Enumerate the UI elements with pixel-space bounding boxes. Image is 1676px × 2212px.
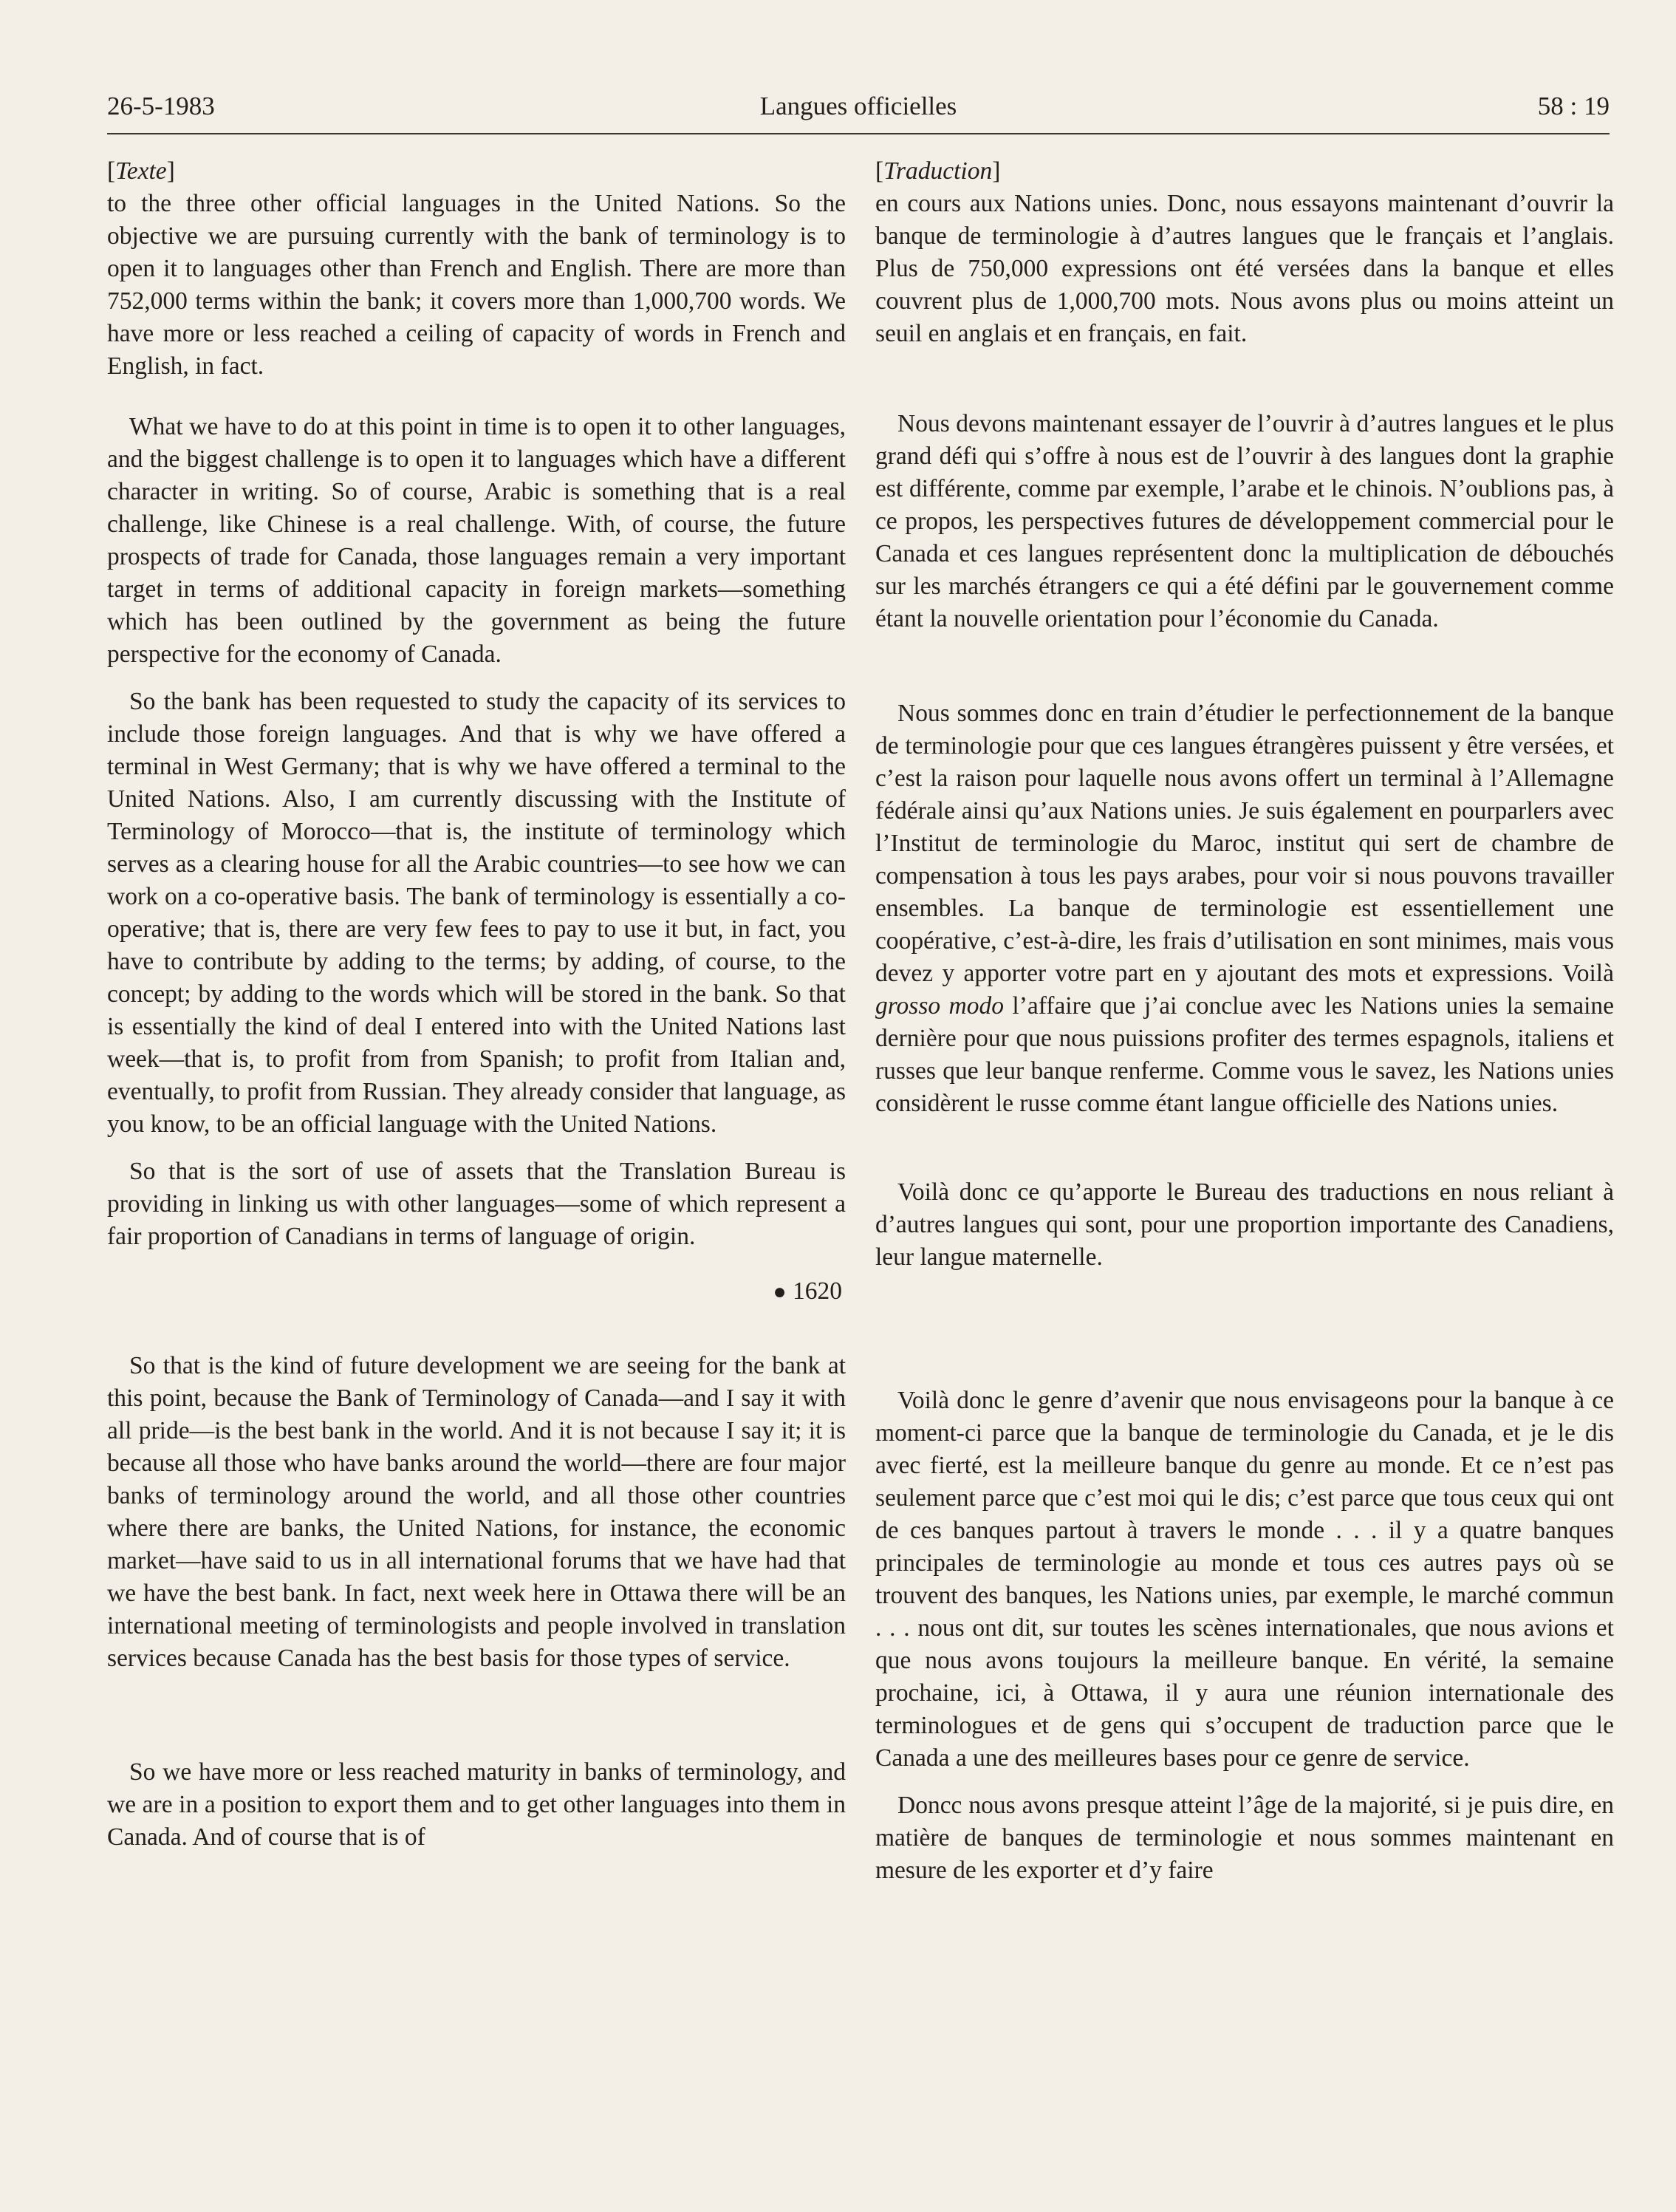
paragraph: So that is the sort of use of assets that the Translation Bureau is providing in linking us with other languages—some of which represent a fair proportion of Canadians in terms of language of origin. — [107, 1158, 846, 1250]
paragraph: en cours aux Nations unies. Donc, nous essayons maintenant d’ouvrir la banque de terminologie à d’autres langues que le français et l’anglais. Plus de 750,000 expressions ont été versées dans la banque et elles couvrent plus de 1,000,700 mots. Nous avons plus ou moins atteint un seuil en anglais et en français, en fait. — [875, 190, 1614, 347]
paragraph: Voilà donc le genre d’avenir que nous envisageons pour la banque à ce moment-ci parce que la banque de terminologie du Canada, et je le dis avec fierté, est la meilleure banque du genre au monde. Et ce n’est pas seulement parce que c’est moi qui le dis; c’est parce que tous ceux qui ont de ces banques partout à travers le monde . . . il y a quatre banques principales de terminologie au monde et tous ces autres pays où se trouvent des banques, les Nations unies, par exemple, le marché commun . . . nous ont dit, sur toutes les scènes internationales, que nous avions et que nous avons toujours la meilleure banque. En vérité, la semaine prochaine, ici, à Ottawa, il y aura une réunion internationale des terminologues et de gens qui s’occupent de traduction parce que le Canada a une des meilleures bases pour ce genre de service. — [875, 1387, 1614, 1772]
paragraph: Voilà donc ce qu’apporte le Bureau des traductions en nous reliant à d’autres langues qui sont, pour une proportion importante des Canadiens, leur langue maternelle. — [875, 1178, 1614, 1271]
section-label-texte: [Texte] — [107, 157, 175, 185]
paragraph: So that is the kind of future development we are seeing for the bank at this point, because the Bank of Terminology of Canada—and I say it with all pride—is the best bank in the world. And it is not because I say it; it is because all those who have banks around the world—there are four major banks of terminology around the world, and all those other countries where there are banks, the United Nations, for instance, the economic market—have said to us in all international forums that we have had that we have the best bank. In fact, next week here in Ottawa there will be an international meeting of terminologists and people involved in translation services because Canada has the best basis for those types of service. — [107, 1352, 846, 1672]
paragraph: So the bank has been requested to study the capacity of its services to include those foreign languages. And that is why we have offered a terminal in West Germany; that is why we have offered a terminal to the United Nations. Also, I am currently discussing with the Institute of Terminology of Morocco—that is, the institute of terminology which serves as a clearing house for all the Arabic countries—to see how we can work on a co-operative basis. The bank of terminology is essentially a co-operative; that is, there are very few fees to pay to use it but, in fact, you have to contribute by adding to the terms; by adding, of course, to the concept; by adding to the words which will be stored in the bank. So that is essentially the kind of deal I entered into with the United Nations last week—that is, to profit from from Spanish; to profit from Italian and, eventually, to profit from Russian. They already consider that language, as you know, to be an official language with the United Nations. — [107, 688, 846, 1138]
paragraph: to the three other official languages in the United Nations. So the objective we are pursuing currently with the bank of terminology is to open it to languages other than French and English. There are more than 752,000 terms within the bank; it covers more than 1,000,700 words. We have more or less reached a ceiling of capacity of words in French and English, in fact. — [107, 190, 846, 380]
header-title: Langues officielles — [759, 92, 957, 120]
english-column — [107, 155, 846, 1854]
paragraph: Doncc nous avons presque atteint l’âge de la majorité, si je puis dire, en matière de banques de terminologie et nous sommes maintenant en mesure de les exporter et d’y faire — [875, 1792, 1614, 1884]
section-label-traduction: [Traduction] — [875, 157, 1001, 185]
paragraph: What we have to do at this point in time is to open it to other languages, and the biggest challenge is to open it to languages which have a different character in writing. So of course, Arabic is something that is a real challenge, like Chinese is a real challenge. With, of course, the future prospects of trade for Canada, those languages remain a very important target in terms of additional capacity in foreign markets—something which has been outlined by the government as being the future perspective for the economy of Canada. — [107, 413, 846, 668]
french-column — [875, 155, 1614, 1887]
paragraph: Nous devons maintenant essayer de l’ouvrir à d’autres langues et le plus grand défi qui s’offre à nous est de l’ouvrir à des langues dont la graphie est différente, comme par exemple, l’arabe et le chinois. N’oublions pas, à ce propos, les perspectives futures de développement commercial pour le Canada et ces langues représentent donc la multiplication de débouchés sur les marchés étrangers ce qui a été défini par le gouvernement comme étant la nouvelle orientation pour l’économie du Canada. — [875, 410, 1614, 632]
page-header — [107, 87, 1610, 134]
paragraph: So we have more or less reached maturity in banks of terminology, and we are in a position to export them and to get other languages into them in Canada. And of course that is of — [107, 1758, 846, 1851]
time-mark: ● 1620 — [773, 1277, 842, 1305]
header-page-number: 58 : 19 — [1537, 92, 1610, 120]
header-date: 26-5-1983 — [107, 92, 215, 120]
paragraph: Nous sommes donc en train d’étudier le perfectionnement de la banque de terminologie pour que ces langues étrangères puissent y être versées, et c’est la raison pour laquelle nous avons offert un terminal à l’Allemagne fédérale ainsi qu’aux Nations unies. Je suis également en pourparlers avec l’Institut de terminologie du Maroc, institut qui sert de chambre de compensation à tous les pays arabes, pour voir si nous pouvons travailler ensembles. La banque de terminologie est essentiellement une coopérative, c’est-à-dire, les frais d’utilisation en sont minimes, mais vous devez y apporter votre part en y ajoutant des mots et expressions. Voilà grosso modo l’affaire que j’ai conclue avec les Nations unies la semaine dernière pour que nous puissions profiter des termes espagnols, italiens et russes que leur banque renferme. Comme vous le savez, les Nations unies considèrent le russe comme étant langue officielle des Nations unies. — [875, 700, 1615, 1117]
